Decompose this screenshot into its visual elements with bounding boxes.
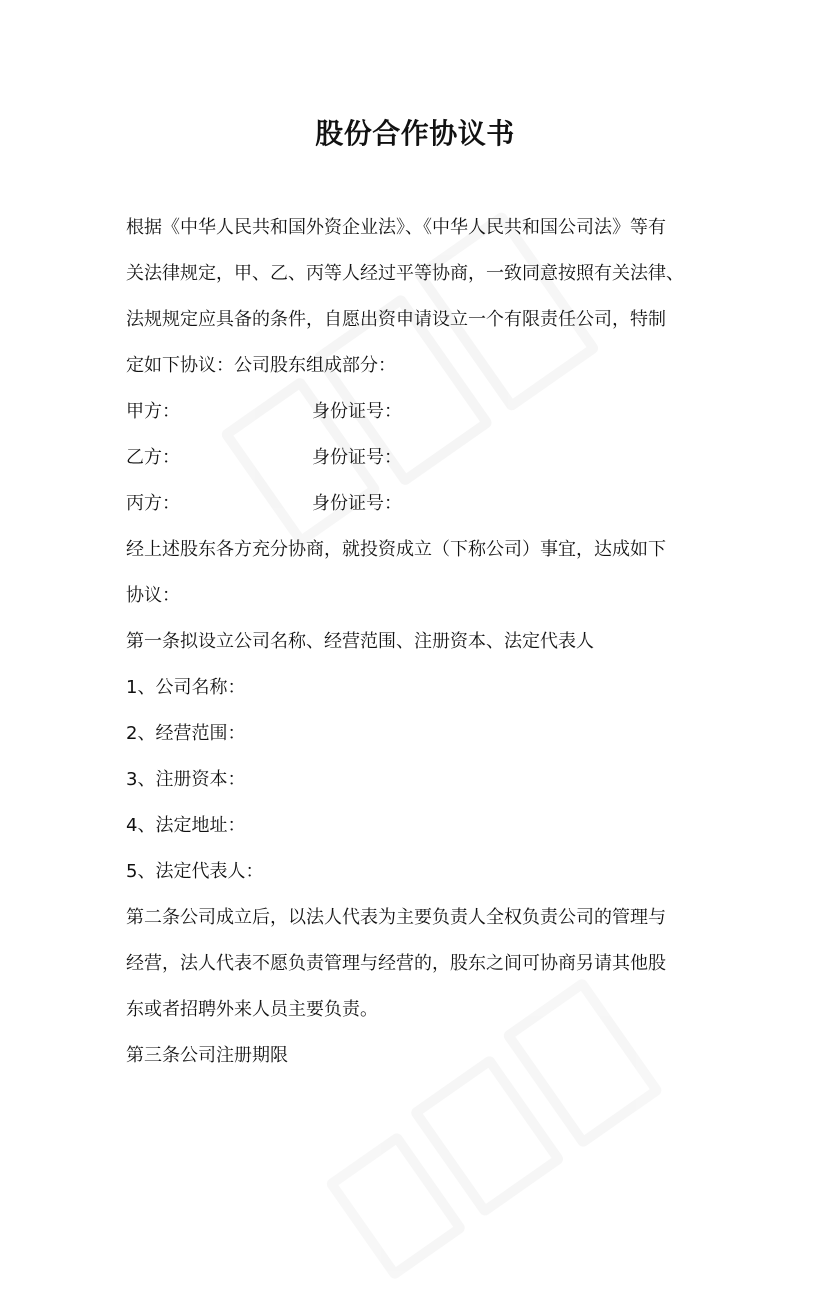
party-name: 乙方： bbox=[126, 447, 180, 468]
list-item: 3、注册资本： bbox=[126, 769, 246, 790]
party-id-label: 身份证号： bbox=[312, 401, 402, 422]
party-row-c bbox=[126, 481, 711, 527]
intro-line: 法规规定应具备的条件，自愿出资申请设立一个有限责任公司，特制 bbox=[126, 309, 666, 330]
intro-line: 关法律规定，甲、乙、丙等人经过平等协商，一致同意按照有关法律、 bbox=[126, 263, 684, 284]
list-item: 5、法定代表人： bbox=[126, 861, 264, 882]
article-2-line: 经营，法人代表不愿负责管理与经营的，股东之间可协商另请其他股 bbox=[126, 953, 666, 974]
list-item: 2、经营范围： bbox=[126, 723, 246, 744]
party-row-b bbox=[126, 435, 711, 481]
party-id-label: 身份证号： bbox=[312, 493, 402, 514]
article-3-heading: 第三条公司注册期限 bbox=[126, 1045, 288, 1066]
article-1-heading: 第一条拟设立公司名称、经营范围、注册资本、法定代表人 bbox=[126, 631, 594, 652]
page-title: 股份合作协议书 bbox=[315, 117, 515, 150]
intro-line: 根据《中华人民共和国外资企业法》、《中华人民共和国公司法》等有 bbox=[126, 217, 666, 238]
article-2-line: 东或者招聘外来人员主要负责。 bbox=[126, 999, 378, 1020]
article-2-line: 第二条公司成立后，以法人代表为主要负责人全权负责公司的管理与 bbox=[126, 907, 666, 928]
agreement-line: 协议： bbox=[126, 585, 180, 606]
list-item: 4、法定地址： bbox=[126, 815, 246, 836]
intro-line: 定如下协议：公司股东组成部分： bbox=[126, 355, 396, 376]
document-body bbox=[126, 205, 711, 1079]
party-row-a bbox=[126, 389, 711, 435]
party-name: 丙方： bbox=[126, 493, 180, 514]
agreement-line: 经上述股东各方充分协商，就投资成立（下称公司）事宜，达成如下 bbox=[126, 539, 666, 560]
party-name: 甲方： bbox=[126, 401, 180, 422]
list-item: 1、公司名称： bbox=[126, 677, 246, 698]
party-id-label: 身份证号： bbox=[312, 447, 402, 468]
